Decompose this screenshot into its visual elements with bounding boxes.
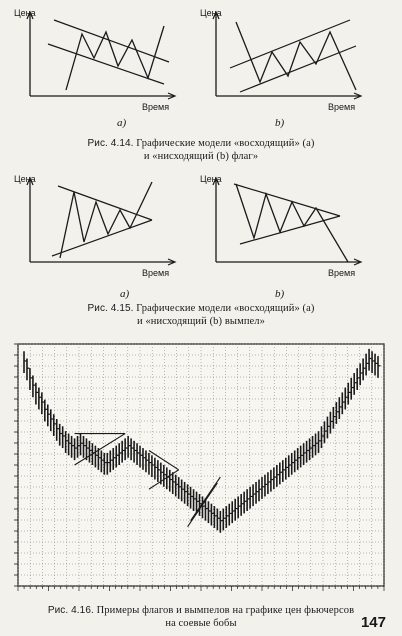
fig-4-14a-price-path — [66, 26, 164, 90]
fig-4-14b-y-label: Цена — [200, 8, 222, 18]
page-number: 147 — [360, 614, 386, 631]
fig-4-14-caption-line1: Графические модели «восходящий» (a) — [136, 138, 315, 149]
fig-4-15b-x-label: Время — [328, 268, 356, 278]
fig-4-15b-y-label: Цена — [200, 174, 222, 184]
fig-4-15-panel-b-letter: b) — [275, 288, 285, 300]
fig-4-14-caption-number: Рис. 4.14. — [87, 138, 134, 149]
fig-4-15-caption-line2: и «нисходящий (b) вымпел» — [137, 316, 265, 327]
fig-4-16-caption-line2: на соевые бобы — [165, 618, 237, 629]
fig-4-15-panel-a-letter: a) — [120, 288, 130, 300]
fig-4-14a-upper-line — [54, 20, 169, 62]
fig-4-15b-lower-line — [240, 216, 340, 244]
fig-4-14b-x-label: Время — [328, 102, 356, 112]
fig-4-16-chart — [6, 338, 392, 600]
fig-4-14-caption — [0, 137, 402, 163]
fig-4-14b-upper-line — [230, 20, 350, 68]
fig-4-14b-lower-line — [240, 46, 356, 92]
fig-4-14-panel-a-letter: a) — [117, 117, 127, 129]
fig-4-14a-x-label: Время — [142, 102, 170, 112]
fig-4-15b-price-path — [236, 184, 348, 262]
fig-4-14-caption-line2: и «нисходящий (b) флаг» — [143, 151, 259, 162]
fig-4-15a-x-label: Время — [142, 268, 170, 278]
fig-4-14a-lower-line — [48, 44, 164, 84]
fig-4-14b-price-path — [236, 22, 356, 90]
fig-4-15a-y-label: Цена — [14, 174, 36, 184]
fig-4-16-caption-number: Рис. 4.16. — [47, 605, 94, 616]
fig-4-15b-upper-line — [234, 184, 340, 216]
fig-4-16-caption — [0, 604, 402, 630]
fig-4-15-caption-line1: Графические модели «восходящий» (a) — [136, 303, 315, 314]
fig-4-15a-price-path — [60, 182, 152, 258]
fig-4-15-caption-number: Рис. 4.15. — [87, 303, 134, 314]
fig-4-14-panel-b-letter: b) — [275, 117, 285, 129]
fig-4-15-panel-a — [14, 172, 184, 282]
fig-4-14-panel-a — [14, 6, 184, 116]
fig-4-16-caption-line1: Примеры флагов и вымпелов на графике цен фьючерсов — [96, 605, 355, 616]
fig-4-14a-y-label: Цена — [14, 8, 36, 18]
fig-4-15-caption — [0, 302, 402, 328]
fig-4-15-panel-b — [200, 172, 370, 282]
fig-4-14-panel-b — [200, 6, 370, 116]
